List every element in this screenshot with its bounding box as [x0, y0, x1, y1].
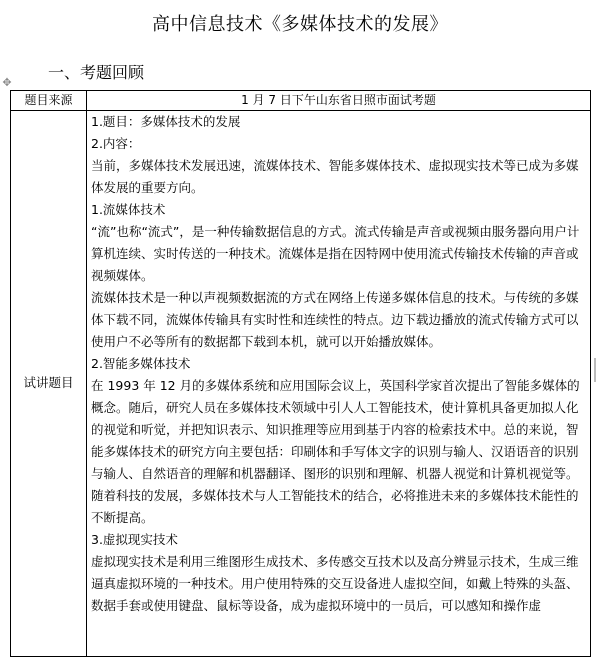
source-label: 题目来源 — [24, 93, 73, 107]
topic-label-cell — [11, 111, 87, 657]
content-paragraph: 在 1993 年 12 月的多媒体系统和应用国际会议上，英国科学家首次提出了智能多媒体的概念。随后，研究人员在多媒体技术领域中引人人工智能技术，使计算机具备更加拟人化的视觉和听觉，并把知识表示、知识推理等应用到基于内容的检索技术中。总的来说，智能多媒体技术的研究方向主要包括：印刷体和手写体文字的识别与输人、汉语语音的识别与输人、自然语音的理解和机器翻译、图形的识别和理解、机器人视觉和计算机视觉等。随着科技的发展，多媒体技术与人工智能技术的结合，必将推进未来的多媒体技术能性的不断提高。 — [91, 378, 580, 525]
content-line: 1.题目：多媒体技术的发展 — [91, 114, 241, 129]
content-subheading: 1.流媒体技术 — [91, 202, 166, 217]
table-row-topic — [11, 111, 591, 657]
source-label-cell — [11, 91, 87, 111]
table-move-handle-icon[interactable]: ✥ — [2, 76, 12, 89]
table-row-source — [11, 91, 591, 111]
topic-content — [87, 111, 590, 656]
content-paragraph: 当前，多媒体技术发展迅速，流媒体技术、智能多媒体技术、虚拟现实技术等已成为多媒体发展的重要方向。 — [91, 158, 579, 195]
content-paragraph: 虚拟现实技术是利用三维图形生成技术、多传感交互技术以及高分辨显示技术，生成三维逼真虚拟环境的一种技术。用户使用特殊的交互设备进人虚拟空间，如戴上特殊的头盔、数据手套或使用键盘、鼠标等设备，成为虚拟环境中的一员后，可以感知和操作虚 — [91, 554, 579, 613]
content-paragraph: 流媒体技术是一种以声视频数据流的方式在网络上传递多媒体信息的技术。与传统的多媒体下载不同，流媒体传输具有实时性和连续性的特点。边下载边播放的流式传输方式可以使用户不必等所有的数据都下载到本机，就可以开始播放媒体。 — [91, 290, 579, 349]
scrollbar-indicator[interactable] — [594, 358, 596, 382]
content-subheading: 3.虚拟现实技术 — [91, 532, 178, 547]
exam-table — [10, 90, 591, 657]
section-heading: 一、考题回顾 — [48, 63, 145, 82]
topic-content-cell — [87, 111, 591, 657]
source-value: 1 月 7 日下午山东省日照市面试考题 — [241, 93, 436, 107]
topic-label: 试讲题目 — [23, 375, 74, 390]
source-value-cell — [87, 91, 591, 111]
content-line: 2.内容： — [91, 136, 141, 151]
document-title: 高中信息技术《多媒体技术的发展》 — [152, 14, 448, 35]
content-paragraph: “流”也称“流式”，是一种传输数据信息的方式。流式传输是声音或视频由服务器向用户计算机连续、实时传送的一种技术。流媒体是指在因特网中使用流式传输技术传输的声音或视频媒体。 — [91, 224, 580, 283]
content-subheading: 2.智能多媒体技术 — [91, 356, 191, 371]
